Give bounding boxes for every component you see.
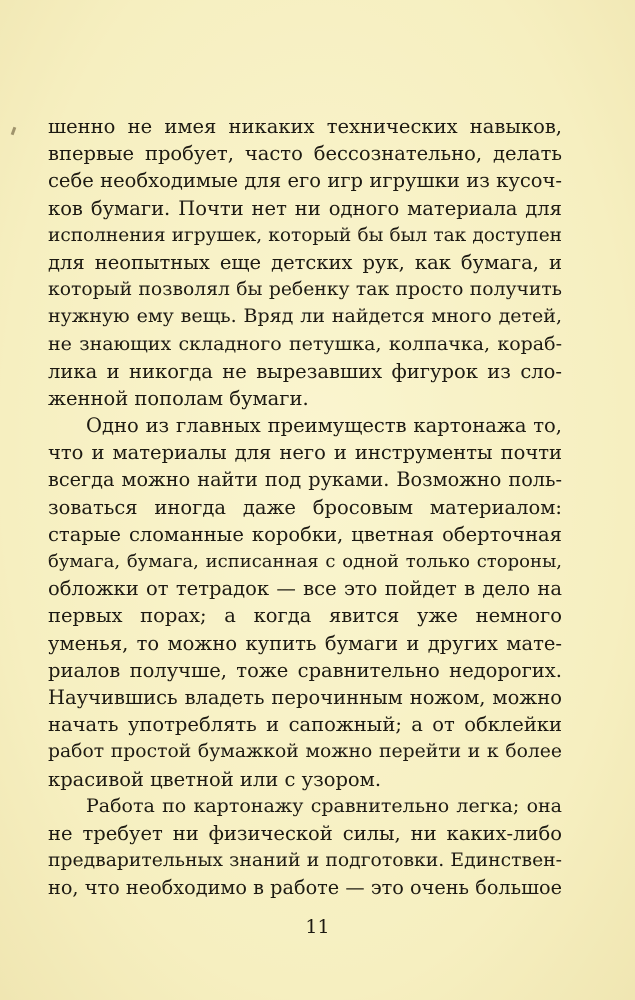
text-line: исполнения игрушек, который бы был так доступен xyxy=(48,224,562,246)
text-line: не требует ни физической силы, ни каких-либо xyxy=(48,821,562,845)
text-line: уменья, то можно купить бумаги и других мате- xyxy=(48,631,562,655)
text-line: зоваться иногда даже бросовым материалом: xyxy=(48,495,562,519)
text-line: всегда можно найти под руками. Возможно поль- xyxy=(48,468,562,492)
print-speck xyxy=(11,127,17,136)
text-line: не знающих складного петушка, колпачка, кораб- xyxy=(48,332,562,355)
text-line: обложки от тетрадок — все это пойдет в дело на xyxy=(48,577,562,601)
text-line: ков бумаги. Почти нет ни одного материала для xyxy=(48,196,562,220)
text-line: для неопытных еще детских рук, как бумага, и xyxy=(48,250,562,274)
text-line: впервые пробует, часто бессознательно, делать xyxy=(48,142,562,166)
text-line: но, что необходимо в работе — это очень большое xyxy=(48,876,562,900)
body-text xyxy=(48,113,562,901)
text-line: красивой цветной или с узором. xyxy=(48,767,382,791)
text-line: старые сломанные коробки, цветная оберточная xyxy=(48,522,562,546)
text-line: что и материалы для него и инструменты почти xyxy=(48,441,562,465)
text-line: бумага, бумага, исписанная с одной только стороны, xyxy=(48,551,562,572)
text-line: работ простой бумажкой можно перейти и к более xyxy=(48,741,562,763)
text-line: себе необходимые для его игр игрушки из кусоч- xyxy=(48,169,562,193)
paragraph-first-line: Работа по картонажу сравнительно легка; она xyxy=(86,794,562,817)
text-line: первых порах; а когда явится уже немного xyxy=(48,604,562,628)
text-line: шенно не имея никаких технических навыков, xyxy=(48,115,562,138)
text-line: риалов получше, тоже сравнительно недорогих. xyxy=(48,658,562,682)
text-line: нужную ему вещь. Вряд ли найдется много детей, xyxy=(48,305,562,328)
text-line: лика и никогда не вырезавших фигурок из сло- xyxy=(48,359,562,383)
text-line: Научившись владеть перочинным ножом, можно xyxy=(48,685,562,709)
text-line: начать употреблять и сапожный; а от обклейки xyxy=(48,713,562,737)
text-line: предварительных знаний и подготовки. Единствен- xyxy=(48,850,562,872)
text-line: который позволял бы ребенку так просто получить xyxy=(48,279,562,301)
text-line: женной пополам бумаги. xyxy=(48,386,309,410)
page-number: 11 xyxy=(305,916,330,938)
paragraph-first-line: Одно из главных преимуществ картонажа то, xyxy=(86,414,562,438)
